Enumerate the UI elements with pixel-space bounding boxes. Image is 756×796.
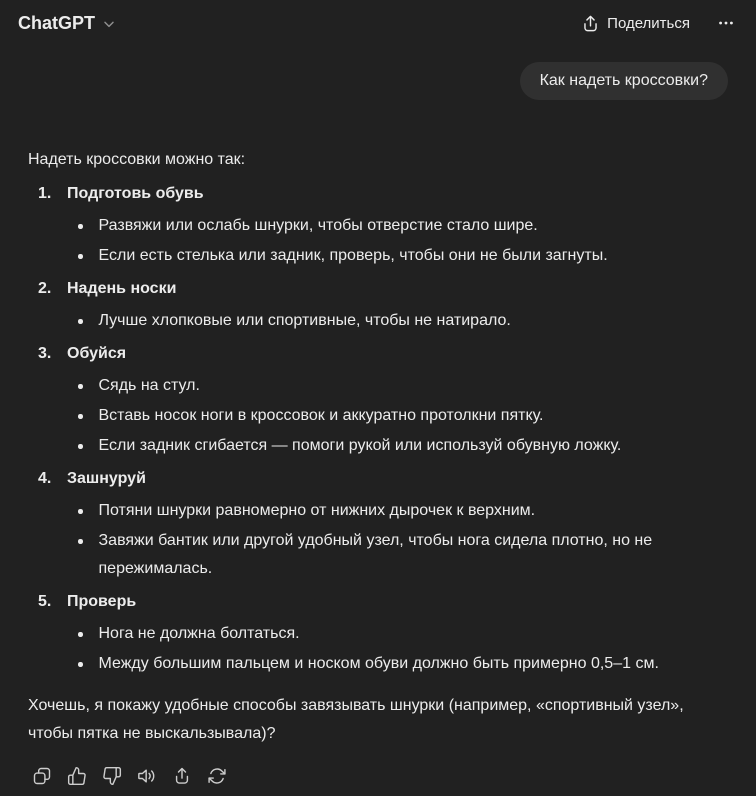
assistant-intro: Надеть кроссовки можно так:	[28, 151, 246, 168]
bullet-text: Вставь носок ноги в кроссовок и аккуратно протолкни пятку.	[98, 407, 544, 424]
ellipsis-icon	[716, 13, 736, 33]
bullet-text: Если задник сгибается — помоги рукой или используй обувную ложку.	[98, 437, 622, 454]
upload-icon	[172, 766, 192, 786]
thumbs-down-icon	[102, 766, 122, 786]
like-button[interactable]	[63, 762, 91, 790]
list-item	[28, 620, 728, 648]
step-heading	[28, 340, 728, 368]
step-number: 5.	[38, 593, 52, 610]
list-item	[28, 497, 728, 525]
list-item	[28, 307, 728, 335]
app-title: ChatGPT	[18, 12, 96, 33]
bullet-icon	[78, 509, 83, 514]
step-number: 1.	[38, 185, 52, 202]
step-title: Зашнуруй	[67, 470, 146, 487]
thumbs-up-icon	[67, 766, 87, 786]
share-upload-icon	[581, 14, 600, 33]
step-title: Подготовь обувь	[67, 185, 204, 202]
top-bar-actions	[571, 7, 742, 39]
bullet-icon	[78, 414, 83, 419]
bullet-icon	[78, 319, 83, 324]
list-item	[28, 372, 728, 400]
model-switcher-button[interactable]	[14, 9, 121, 38]
bullet-icon	[78, 254, 83, 259]
user-message-row	[28, 62, 728, 100]
read-aloud-button[interactable]	[133, 762, 161, 790]
step-number: 4.	[38, 470, 52, 487]
bullet-icon	[78, 632, 83, 637]
chevron-down-icon	[101, 16, 117, 32]
share-button[interactable]	[571, 8, 700, 39]
list-item	[28, 242, 728, 270]
step-item	[28, 465, 728, 583]
share-response-button[interactable]	[168, 762, 196, 790]
more-options-button[interactable]	[710, 7, 742, 39]
bullet-icon	[78, 539, 83, 544]
list-item	[28, 650, 728, 678]
refresh-icon	[207, 766, 227, 786]
bullet-text: Сядь на стул.	[98, 377, 200, 394]
regenerate-button[interactable]	[203, 762, 231, 790]
step-item	[28, 275, 728, 335]
response-action-bar	[28, 762, 728, 790]
bullet-icon	[78, 384, 83, 389]
bullet-icon	[78, 224, 83, 229]
step-item	[28, 180, 728, 270]
user-message-bubble	[520, 62, 728, 100]
step-heading	[28, 588, 728, 616]
conversation	[0, 62, 756, 790]
bullet-text: Нога не должна болтаться.	[98, 625, 300, 642]
list-item	[28, 402, 728, 430]
bullet-text: Если есть стелька или задник, проверь, чтобы они не были загнуты.	[98, 247, 608, 264]
bullet-icon	[78, 444, 83, 449]
bullet-text: Завяжи бантик или другой удобный узел, чтобы нога сидела плотно, но не пережималась.	[98, 532, 653, 577]
step-title: Обуйся	[67, 345, 127, 362]
step-title: Надень носки	[67, 280, 177, 297]
step-heading	[28, 275, 728, 303]
step-heading	[28, 180, 728, 208]
list-item	[28, 212, 728, 240]
step-number: 2.	[38, 280, 52, 297]
speaker-icon	[137, 766, 157, 786]
step-item	[28, 340, 728, 460]
step-number: 3.	[38, 345, 52, 362]
copy-button[interactable]	[28, 762, 56, 790]
user-message-text: Как надеть кроссовки?	[539, 72, 708, 89]
top-bar	[0, 0, 756, 46]
step-title: Проверь	[67, 593, 137, 610]
step-heading	[28, 465, 728, 493]
bullet-text: Лучше хлопковые или спортивные, чтобы не натирало.	[98, 312, 511, 329]
share-button-label: Поделиться	[607, 14, 690, 32]
assistant-outro: Хочешь, я покажу удобные способы завязывать шнурки (например, «спортивный узел», чтобы пятка не выскальзывала)?	[28, 697, 684, 742]
bullet-icon	[78, 662, 83, 667]
copy-icon	[32, 766, 52, 786]
assistant-message	[28, 146, 728, 790]
list-item	[28, 527, 728, 583]
list-item	[28, 432, 728, 460]
bullet-text: Потяни шнурки равномерно от нижних дырочек к верхним.	[98, 502, 536, 519]
dislike-button[interactable]	[98, 762, 126, 790]
step-item	[28, 588, 728, 678]
bullet-text: Развяжи или ослабь шнурки, чтобы отверстие стало шире.	[98, 217, 538, 234]
bullet-text: Между большим пальцем и носком обуви должно быть примерно 0,5–1 см.	[98, 655, 659, 672]
